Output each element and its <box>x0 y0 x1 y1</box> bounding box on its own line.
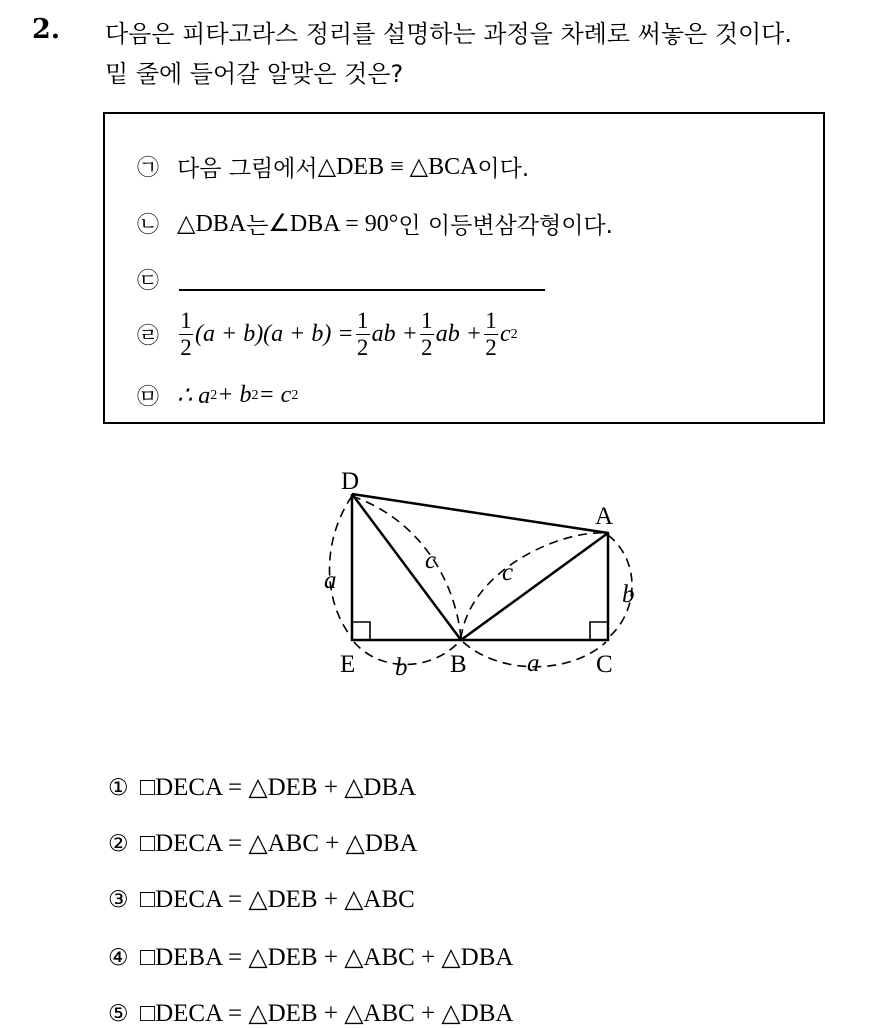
step-text: 다음 그림에서 <box>177 156 318 182</box>
step-text-end: 인 이등변삼각형이다. <box>398 213 613 239</box>
point-label-D: D <box>341 468 360 495</box>
step-marker: ㉠ <box>136 156 159 181</box>
choice-marker: ③ <box>108 887 129 913</box>
step-text: 는 <box>246 213 269 239</box>
triangle-name: △DBA <box>177 211 247 237</box>
brace-c-right <box>461 533 606 638</box>
length-label-c-left: c <box>425 547 437 574</box>
point-label-E: E <box>340 651 356 678</box>
choice-marker: ④ <box>108 945 129 971</box>
expr-part: ∴ a <box>177 383 211 409</box>
length-label-a-left: a <box>324 567 337 594</box>
choice-text: □DEBA = △DEB + △ABC + △DBA <box>140 944 514 971</box>
right-angle-E <box>352 622 370 640</box>
choice-marker: ⑤ <box>108 1001 129 1027</box>
point-label-C: C <box>596 651 613 678</box>
right-angle-C <box>590 622 608 640</box>
length-label-b-bottom: b <box>395 654 408 681</box>
question-line-1: 다음은 피타고라스 정리를 설명하는 과정을 차례로 써놓은 것이다. <box>105 20 792 48</box>
step-text-end: 이다. <box>477 156 530 182</box>
step-marker: ㉣ <box>136 324 159 349</box>
exponent: 2 <box>291 387 299 403</box>
fraction-half: $\frac{1}{2}$ <box>356 308 369 360</box>
choice-text: □DECA = △DEB + △DBA <box>140 774 417 801</box>
congruence-expr: △DEB ≡ △BCA <box>317 154 478 180</box>
length-label-c-right: c <box>502 559 514 586</box>
choice-marker: ② <box>108 831 129 857</box>
step-marker: ㉤ <box>136 385 159 410</box>
exponent: 2 <box>251 387 259 403</box>
choice-text: □DECA = △ABC + △DBA <box>140 830 418 857</box>
choice-2[interactable] <box>108 828 418 858</box>
fraction-half: $\frac{1}{2}$ <box>421 308 433 360</box>
angle-expr: ∠DBA = 90° <box>268 211 399 237</box>
choice-1[interactable] <box>108 772 416 802</box>
choice-text: □DECA = △DEB + △ABC + △DBA <box>140 1000 514 1027</box>
expr-part: ab + <box>435 321 482 347</box>
choice-3[interactable] <box>108 884 415 914</box>
segment-BA <box>461 533 608 640</box>
expr-part: c <box>499 321 511 347</box>
trapezoid-outline <box>352 494 608 640</box>
point-label-B: B <box>450 651 467 678</box>
segment-DB <box>352 494 461 640</box>
expr-part: ab + <box>371 321 418 347</box>
expr-part: (a + b)(a + b) = <box>195 321 354 347</box>
fraction-half: $\frac{1}{2}$ <box>180 308 192 360</box>
expr-part: = c <box>258 382 292 408</box>
choice-marker: ① <box>108 775 129 801</box>
fraction-half: $\frac{1}{2}$ <box>485 308 497 360</box>
choice-4[interactable] <box>108 942 513 972</box>
exponent: 2 <box>210 387 218 403</box>
expr-part: + b <box>217 382 252 408</box>
question-number: 2. <box>32 14 61 45</box>
length-label-b-right: b <box>622 581 635 608</box>
step-marker: ㉡ <box>136 213 159 238</box>
choice-5[interactable] <box>108 998 513 1028</box>
choice-text: □DECA = △DEB + △ABC <box>140 886 415 913</box>
question-line-2: 밑 줄에 들어갈 알맞은 것은? <box>105 60 404 88</box>
step-marker: ㉢ <box>136 269 159 294</box>
exponent: 2 <box>510 326 518 342</box>
point-label-A: A <box>595 503 614 530</box>
length-label-a-bottom: a <box>527 650 540 677</box>
